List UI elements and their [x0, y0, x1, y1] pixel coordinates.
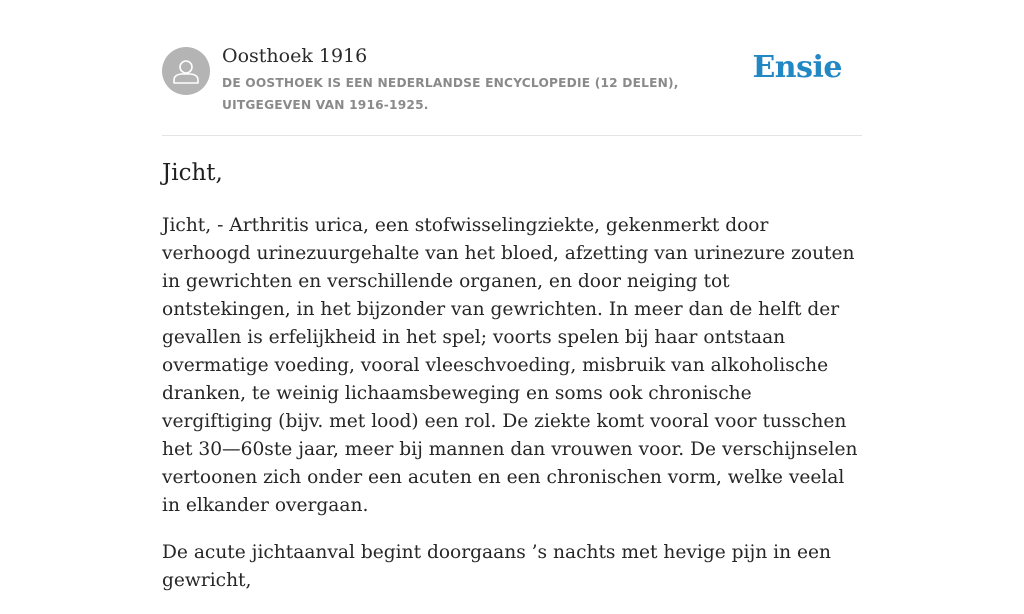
user-icon	[162, 47, 210, 95]
source-description: DE OOSTHOEK IS EEN NEDERLANDSE ENCYCLOPEDIE (12 DELEN), UITGEGEVEN VAN 1916-1925.	[222, 76, 679, 112]
article-body	[162, 212, 862, 614]
source-avatar[interactable]	[162, 47, 210, 95]
article-page	[162, 0, 862, 591]
article-paragraph: Jicht, - Arthritis urica, een stofwisselingziekte, gekenmerkt door verhoogd urinezuurgehalte van het bloed, afzetting van urinezure zouten in gewrichten en verschillende organen, en door neiging tot ontstekingen, in het bijzonder van gewrichten. In meer dan de helft der gevallen is erfelijkheid in het spel; voorts spelen bij haar ontstaan overmatige voeding, vooral vleeschvoeding, misbruik van alkoholische dranken, te weinig lichaamsbeweging en soms ook chronische vergiftiging (bijv. met lood) een rol. De ziekte komt vooral voor tusschen het 30—60ste jaar, meer bij mannen dan vrouwen voor. De verschijnselen vertoonen zich onder een acuten en een chronischen vorm, welke veelal in elkander overgaan.	[162, 215, 858, 516]
source-header	[162, 0, 862, 136]
ensie-logo[interactable]: Ensie	[752, 50, 842, 85]
article-paragraph: De acute jichtaanval begint doorgaans ’s nachts met hevige pijn in een gewricht,	[162, 542, 831, 591]
source-title[interactable]: Oosthoek 1916	[222, 45, 368, 67]
article-title: Jicht,	[162, 160, 223, 186]
